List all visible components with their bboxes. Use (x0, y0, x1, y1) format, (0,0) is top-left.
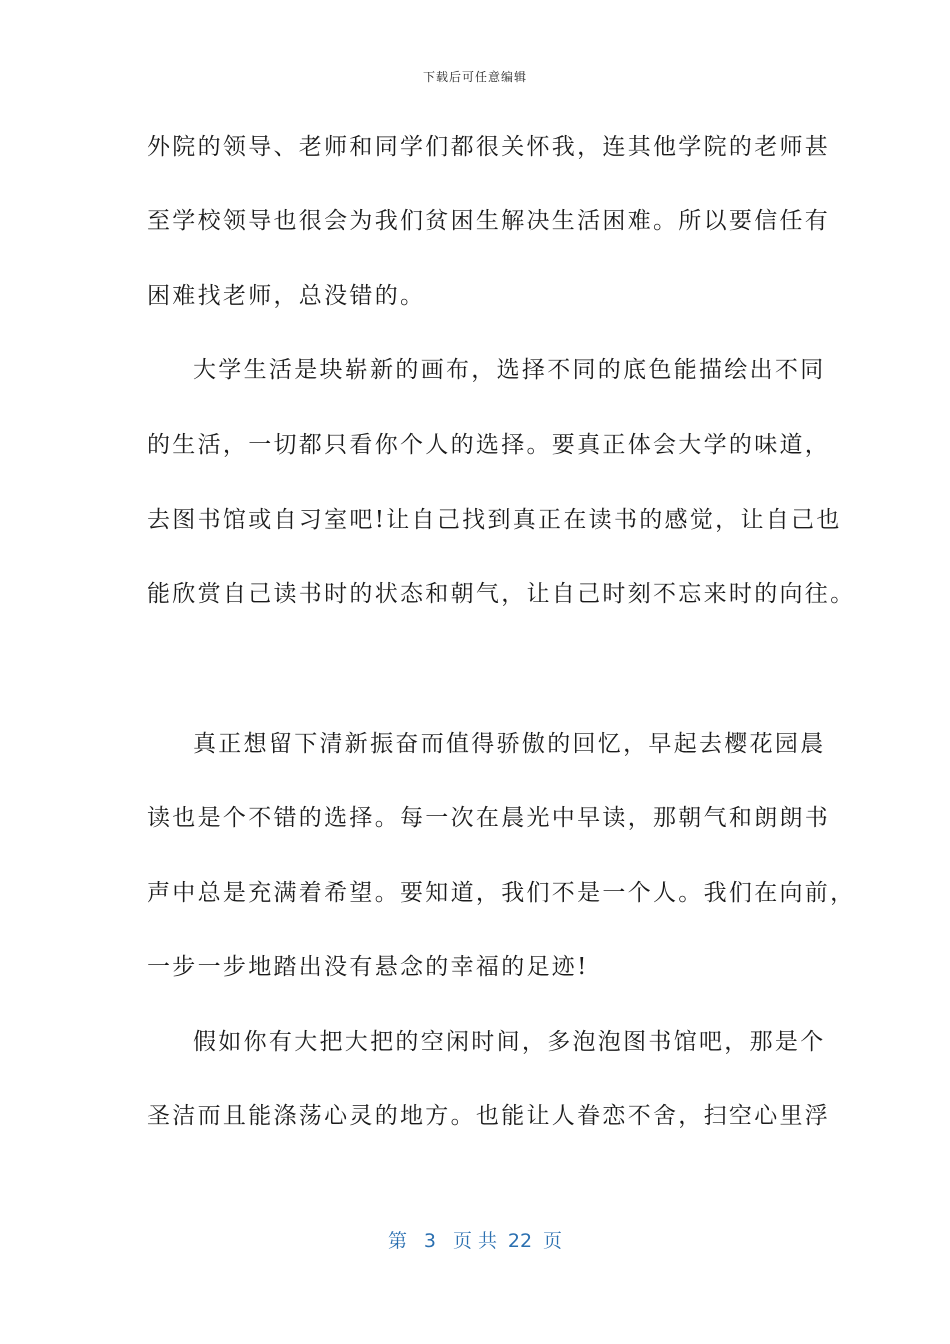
text-line: 至学校领导也很会为我们贫困生解决生活困难。所以要信任有 (147, 208, 831, 234)
footer-page-number: 3 (423, 1230, 437, 1252)
page-footer (0, 1226, 950, 1253)
text-line: 真正想留下清新振奋而值得骄傲的回忆，早起去樱花园晨 (193, 731, 826, 757)
text-line: 能欣赏自己读书时的状态和朝气，让自己时刻不忘来时的向往。 (147, 581, 856, 607)
text-line: 的生活，一切都只看你个人的选择。要真正体会大学的味道， (147, 432, 831, 458)
footer-suffix: 页 (543, 1230, 563, 1252)
text-line: 声中总是充满着希望。要知道，我们不是一个人。我们在向前， (147, 880, 856, 906)
footer-middle: 页 共 (452, 1230, 498, 1252)
text-line: 读也是个不错的选择。每一次在晨光中早读，那朝气和朗朗书 (147, 805, 831, 831)
text-line: 圣洁而且能涤荡心灵的地方。也能让人眷恋不舍，扫空心里浮 (147, 1103, 831, 1129)
text-line: 外院的领导、老师和同学们都很关怀我，连其他学院的老师甚 (147, 134, 831, 160)
text-line: 一步一步地踏出没有悬念的幸福的足迹! (147, 954, 589, 980)
page-header: 下载后可任意编辑 (422, 70, 527, 84)
text-line: 去图书馆或自习室吧!让自己找到真正在读书的感觉，让自己也 (147, 507, 842, 533)
footer-total-pages: 22 (507, 1230, 533, 1252)
text-line: 假如你有大把大把的空闲时间，多泡泡图书馆吧，那是个 (193, 1029, 826, 1055)
text-line: 困难找老师，总没错的。 (147, 283, 426, 309)
text-line: 大学生活是块崭新的画布，选择不同的底色能描绘出不同 (193, 357, 826, 383)
footer-prefix: 第 (387, 1230, 407, 1252)
